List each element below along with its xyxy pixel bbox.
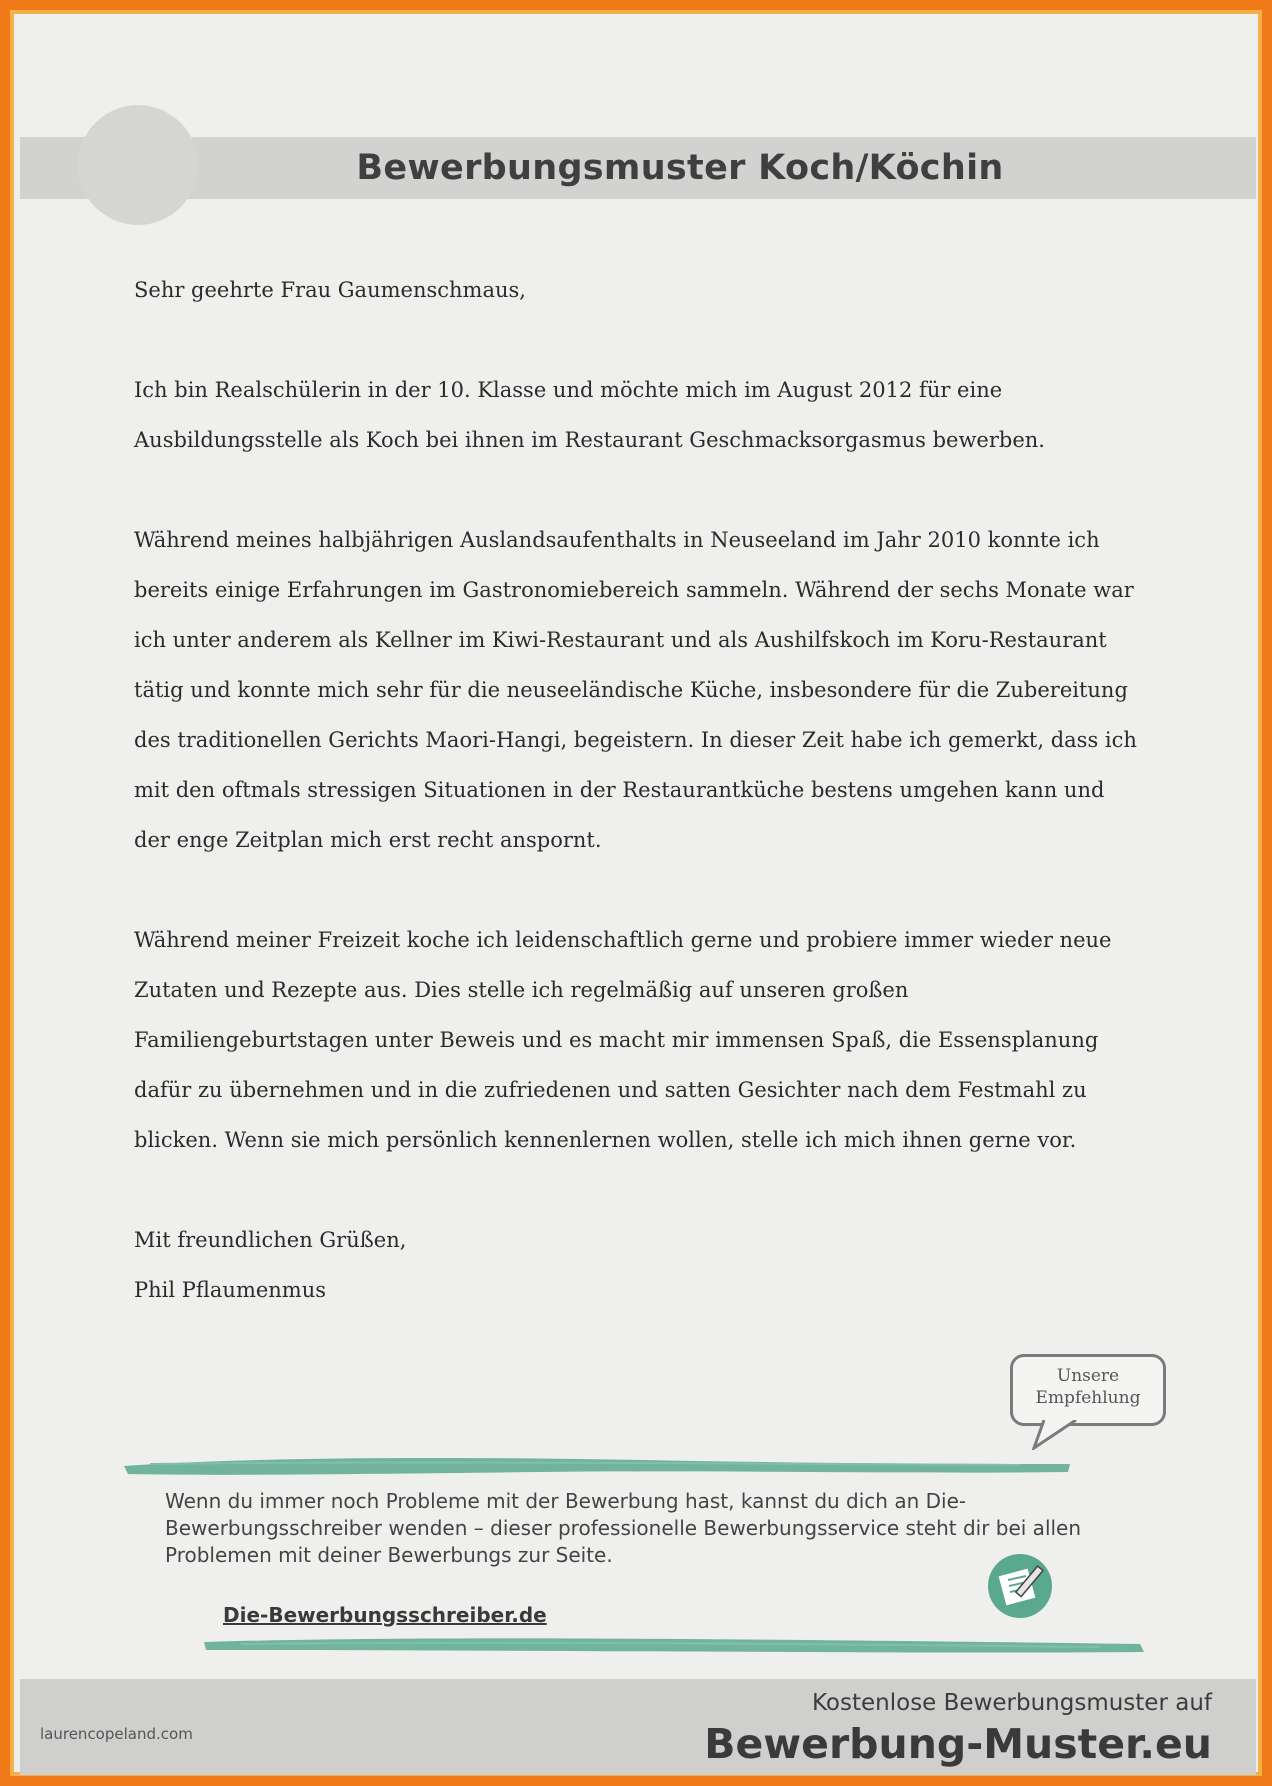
salutation: Sehr geehrte Frau Gaumenschmaus, bbox=[134, 278, 526, 302]
document-pen-icon bbox=[988, 1554, 1052, 1618]
bubble-line-2: Empfehlung bbox=[1035, 1388, 1141, 1408]
paragraph-intro: Ich bin Realschülerin in der 10. Klasse und möchte mich im August 2012 für eine Ausbildungsstelle als Koch bei ihnen im Restaurant Geschmacksorgasmus bewerben. bbox=[134, 378, 1045, 452]
closing: Mit freundlichen Grüßen, bbox=[134, 1228, 407, 1252]
paragraph-experience: Während meines halbjährigen Auslandsaufenthalts in Neuseeland im Jahr 2010 konnte ich bereits einige Erfahrungen im Gastronomiebereich sammeln. Während der sechs Monate war ich unter anderem als Kellner im Kiwi-Restaurant und als Aushilfskoch im Koru-Restaurant tätig und konnte mich sehr für die neuseeländische Küche, insbesondere für die Zubereitung des traditionellen Gerichts Maori-Hangi, begeistern. In dieser Zeit habe ich gemerkt, dass ich mit den oftmals stressigen Situationen in der Restaurantküche bestens umgehen kann und der enge Zeitplan mich erst recht anspornt. bbox=[134, 528, 1137, 852]
footer-brand[interactable]: Bewerbung-Muster.eu bbox=[704, 1720, 1212, 1768]
footer-tagline: Kostenlose Bewerbungsmuster auf bbox=[812, 1690, 1212, 1716]
die-bewerbungsschreiber-link[interactable]: Die-Bewerbungsschreiber.de bbox=[223, 1603, 547, 1627]
signature: Phil Pflaumenmus bbox=[134, 1278, 327, 1302]
bubble-tail bbox=[1030, 1420, 1090, 1450]
title-decoration-circle bbox=[78, 105, 198, 225]
teal-brush-stroke-top bbox=[120, 1452, 1080, 1478]
watermark-text: laurencopeland.com bbox=[40, 1725, 193, 1743]
page-title: Bewerbungsmuster Koch/Köchin bbox=[356, 148, 1004, 188]
promo-text: Wenn du immer noch Probleme mit der Bewerbung hast, kannst du dich an Die-Bewerbungsschreiber wenden – dieser professionelle Bewerbungsservice steht dir bei allen Problemen mit deiner Bewerbungs zur Seite. bbox=[165, 1489, 1082, 1567]
recommendation-bubble bbox=[1010, 1354, 1166, 1426]
bubble-line-1: Unsere bbox=[1056, 1366, 1120, 1386]
paragraph-hobbies: Während meiner Freizeit koche ich leidenschaftlich gerne und probiere immer wieder neue Zutaten und Rezepte aus. Dies stelle ich regelmäßig auf unseren großen Familiengeburtstagen unter Beweis und es macht mir immensen Spaß, die Essensplanung dafür zu übernehmen und in die zufriedenen und satten Gesichter nach dem Festmahl zu blicken. Wenn sie mich persönlich kennenlernen wollen, stelle ich mich ihnen gerne vor. bbox=[134, 928, 1112, 1152]
teal-brush-stroke-bottom bbox=[200, 1632, 1150, 1656]
letter-body bbox=[134, 265, 1144, 1315]
